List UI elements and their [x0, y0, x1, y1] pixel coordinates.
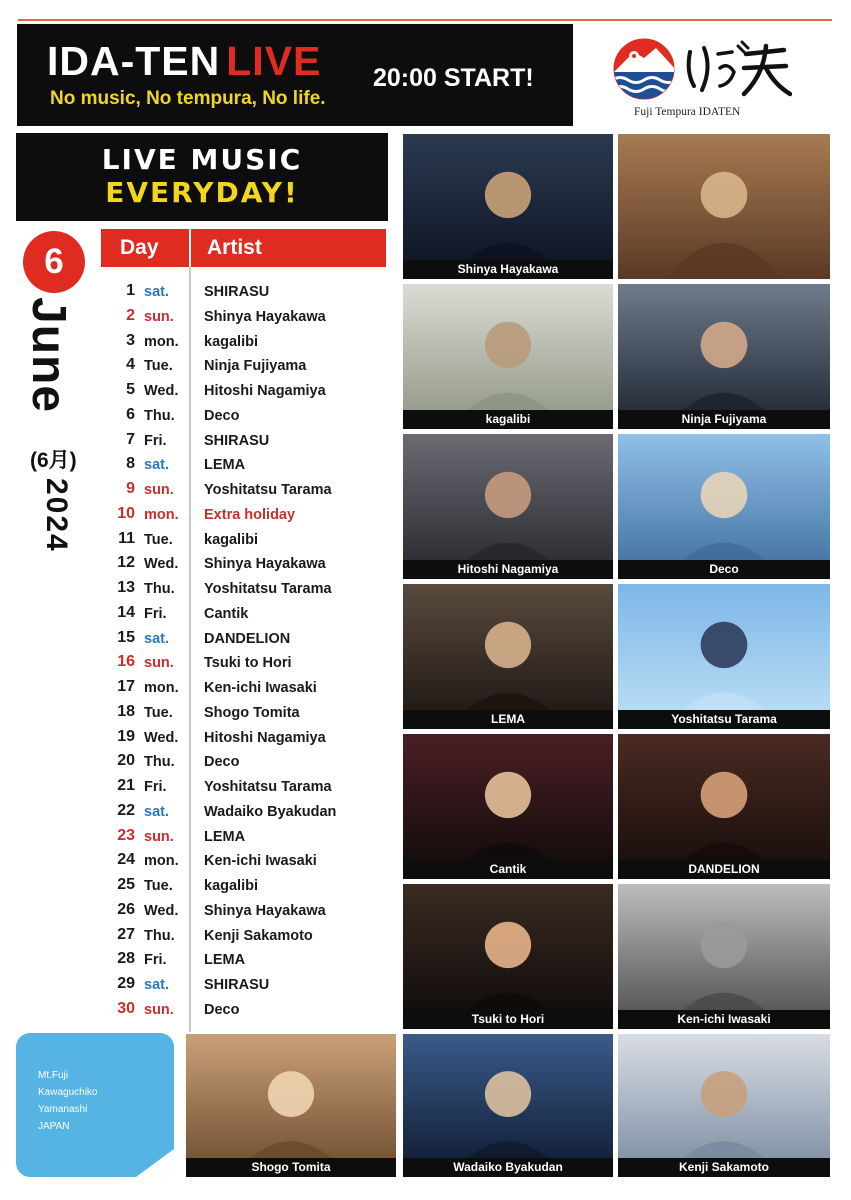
day-of-week: Thu.: [144, 754, 175, 771]
day-number: 12: [117, 554, 135, 572]
artist-name: Hitoshi Nagamiya: [204, 383, 326, 399]
photo-caption: Shogo Tomita: [186, 1158, 396, 1177]
schedule-row: [101, 726, 386, 751]
schedule-row: [101, 651, 386, 676]
day-of-week: Fri.: [144, 952, 167, 969]
artist-photo-image: [403, 434, 613, 579]
day-number: 18: [117, 702, 135, 720]
photo-caption: Cantik: [403, 860, 613, 879]
artist-photo: [403, 734, 613, 879]
artist-photo-image: [403, 1034, 613, 1177]
artist-photo: [403, 134, 613, 279]
schedule-row: [101, 899, 386, 924]
schedule-row: [101, 825, 386, 850]
artist-photo-image: [403, 134, 613, 279]
artist-name: SHIRASU: [204, 977, 270, 993]
day-of-week: sat.: [144, 803, 169, 820]
day-of-week: Wed.: [144, 902, 179, 919]
artist-photo: [618, 284, 830, 429]
artist-name: SHIRASU: [204, 284, 270, 300]
day-of-week: sun.: [144, 655, 174, 672]
artist-photo-image: [618, 284, 830, 429]
day-number: 20: [117, 752, 135, 770]
photo-caption: LEMA: [403, 710, 613, 729]
day-of-week: Wed.: [144, 383, 179, 399]
schedule-header: [101, 229, 386, 267]
artist-name: DANDELION: [204, 630, 291, 647]
day-number: 4: [126, 356, 135, 374]
day-number: 22: [117, 801, 135, 819]
location-line: JAPAN: [38, 1121, 70, 1132]
schedule-row: [101, 330, 386, 355]
artist-name: LEMA: [204, 828, 246, 845]
artist-photo-image: [186, 1034, 396, 1177]
month-japanese: (6月): [30, 449, 77, 472]
artist-name: Ken-ichi Iwasaki: [204, 853, 317, 870]
artist-name: Deco: [204, 754, 240, 771]
artist-photo: [618, 734, 830, 879]
day-of-week: sat.: [144, 284, 169, 300]
day-number: 5: [126, 381, 135, 398]
day-of-week: mon.: [144, 333, 179, 350]
header-day: Day: [120, 236, 159, 259]
day-number: 25: [117, 876, 135, 893]
artist-name: kagalibi: [204, 333, 258, 350]
day-of-week: Tue.: [144, 704, 173, 721]
header-divider: [189, 229, 191, 267]
artist-name: Yoshitatsu Tarama: [204, 581, 332, 597]
schedule-list: [101, 280, 386, 1023]
day-number: 28: [117, 950, 135, 968]
artist-photo: [403, 434, 613, 579]
day-of-week: Tue.: [144, 358, 173, 375]
artist-name: Ninja Fujiyama: [204, 358, 307, 375]
location-line: Yamanashi: [38, 1104, 88, 1115]
artist-name: LEMA: [204, 457, 246, 474]
day-of-week: sun.: [144, 308, 174, 325]
photo-caption: kagalibi: [403, 410, 613, 429]
day-of-week: Tue.: [144, 878, 173, 894]
schedule-row: [101, 528, 386, 553]
artist-photo-image: [618, 584, 830, 729]
artist-photo-image: [618, 884, 830, 1029]
day-of-week: sun.: [144, 482, 174, 498]
artist-photo: [186, 1034, 396, 1177]
artist-name: Deco: [204, 407, 240, 424]
day-of-week: Wed.: [144, 729, 179, 746]
artist-photo: [618, 434, 830, 579]
schedule-row: [101, 552, 386, 577]
schedule-row: [101, 750, 386, 775]
day-of-week: Thu.: [144, 407, 175, 424]
header-banner: [17, 24, 573, 126]
day-number: 2: [126, 306, 135, 324]
day-number: 16: [117, 653, 135, 671]
day-number: 29: [117, 975, 135, 992]
artist-name: Yoshitatsu Tarama: [204, 482, 332, 498]
day-number: 13: [117, 579, 135, 596]
restaurant-logo: [612, 38, 802, 122]
header-artist: Artist: [207, 236, 262, 259]
artist-photo: [618, 884, 830, 1029]
schedule-row: [101, 453, 386, 478]
live-music-headline: [16, 133, 388, 221]
artist-photo: [618, 134, 830, 279]
schedule-row: [101, 602, 386, 627]
day-number: 27: [117, 925, 135, 943]
schedule-row: [101, 701, 386, 726]
schedule-row: [101, 577, 386, 602]
day-number: 3: [126, 331, 135, 349]
title-main: IDA-TEN: [47, 38, 221, 84]
photo-caption: Ken-ichi Iwasaki: [618, 1010, 830, 1029]
artist-photo: [403, 584, 613, 729]
day-of-week: Thu.: [144, 927, 175, 944]
banner-title: [47, 38, 321, 85]
fuji-wave-logo-icon: [612, 38, 680, 102]
artist-photo-image: [403, 734, 613, 879]
schedule-row: [101, 849, 386, 874]
artist-name: Shinya Hayakawa: [204, 902, 326, 919]
artist-photo-image: [403, 584, 613, 729]
day-number: 26: [117, 900, 135, 918]
day-of-week: Fri.: [144, 779, 167, 795]
artist-photo: [618, 584, 830, 729]
day-number: 14: [117, 603, 135, 621]
day-of-week: sat.: [144, 630, 169, 647]
day-number: 17: [117, 678, 135, 695]
artist-photo: [403, 884, 613, 1029]
day-number: 15: [117, 628, 135, 646]
artist-name: kagalibi: [204, 531, 258, 548]
schedule-row: [101, 280, 386, 305]
day-of-week: Thu.: [144, 581, 175, 597]
top-rule: [18, 19, 832, 21]
photo-caption: Tsuki to Hori: [403, 1010, 613, 1029]
day-number: 11: [118, 529, 135, 547]
photo-caption: Deco: [618, 560, 830, 579]
title-accent: LIVE: [226, 38, 322, 84]
artist-name: Shinya Hayakawa: [204, 308, 326, 325]
artist-photo-image: [618, 734, 830, 879]
photo-caption: Kenji Sakamoto: [618, 1158, 830, 1177]
photo-caption: Yoshitatsu Tarama: [618, 710, 830, 729]
schedule-row: [101, 354, 386, 379]
day-of-week: Fri.: [144, 605, 167, 622]
artist-photo-image: [403, 284, 613, 429]
schedule-row: [101, 404, 386, 429]
photo-caption: Wadaiko Byakudan: [403, 1158, 613, 1177]
month-name: June: [22, 297, 75, 414]
artist-name: Shinya Hayakawa: [204, 556, 326, 573]
day-of-week: sat.: [144, 977, 169, 993]
month-number-badge: 6: [23, 231, 85, 293]
artist-name: LEMA: [204, 952, 246, 969]
schedule-row: [101, 478, 386, 503]
day-of-week: mon.: [144, 853, 179, 870]
artist-name: SHIRASU: [204, 432, 270, 449]
day-number: 21: [117, 777, 135, 794]
artist-name: Kenji Sakamoto: [204, 927, 313, 944]
artist-name: Yoshitatsu Tarama: [204, 779, 332, 795]
artist-name: Wadaiko Byakudan: [204, 803, 337, 820]
artist-name: Tsuki to Hori: [204, 655, 292, 672]
artist-photo: [618, 1034, 830, 1177]
artist-photo: [403, 1034, 613, 1177]
day-number: 23: [117, 826, 135, 844]
artist-name: Ken-ichi Iwasaki: [204, 680, 317, 696]
year-label: 2024: [40, 478, 73, 553]
location-card: [16, 1033, 174, 1177]
day-number: 24: [117, 851, 135, 869]
photo-caption: Hitoshi Nagamiya: [403, 560, 613, 579]
schedule-row: [101, 800, 386, 825]
day-number: 1: [126, 282, 135, 299]
photo-caption: DANDELION: [618, 860, 830, 879]
day-number: 8: [126, 455, 135, 473]
schedule-row: [101, 379, 386, 404]
artist-photo-image: [618, 434, 830, 579]
location-line: Kawaguchiko: [38, 1087, 98, 1098]
start-time: 20:00 START!: [373, 64, 534, 92]
schedule-row: [101, 924, 386, 949]
mountain-peak-shape: [136, 1149, 174, 1177]
day-of-week: sun.: [144, 828, 174, 845]
headline-line1: LIVE MUSIC: [101, 143, 303, 176]
artist-name: Deco: [204, 1001, 240, 1018]
day-number: 9: [126, 480, 135, 497]
schedule-row: [101, 627, 386, 652]
schedule-row: [101, 429, 386, 454]
logo-text: Fuji Tempura IDATEN: [634, 106, 741, 118]
location-text: [38, 1067, 97, 1135]
day-of-week: Wed.: [144, 556, 179, 573]
day-of-week: Tue.: [144, 531, 173, 548]
schedule-row: [101, 775, 386, 800]
banner-tagline: No music, No tempura, No life.: [50, 88, 326, 109]
artist-photo-image: [403, 884, 613, 1029]
day-of-week: sat.: [144, 457, 169, 474]
schedule-row: [101, 998, 386, 1023]
day-of-week: mon.: [144, 680, 179, 696]
artist-photo: [403, 284, 613, 429]
schedule-row: [101, 305, 386, 330]
artist-photo-image: [618, 134, 830, 279]
artist-photo-image: [618, 1034, 830, 1177]
location-line: Mt.Fuji: [38, 1070, 68, 1081]
artist-name: Shogo Tomita: [204, 704, 300, 721]
artist-name: Hitoshi Nagamiya: [204, 729, 326, 746]
logo-calligraphy: [682, 38, 792, 100]
schedule-row: [101, 874, 386, 899]
artist-name: Cantik: [204, 605, 249, 622]
schedule-row: [101, 676, 386, 701]
day-number: 6: [126, 405, 135, 423]
day-number: 10: [117, 504, 135, 522]
day-number: 19: [117, 727, 135, 745]
day-of-week: mon.: [144, 506, 179, 523]
schedule-row: [101, 973, 386, 998]
day-number: 30: [117, 999, 135, 1017]
photo-caption: Shinya Hayakawa: [403, 260, 613, 279]
day-of-week: sun.: [144, 1001, 174, 1018]
schedule-row: [101, 503, 386, 528]
photo-caption: Ninja Fujiyama: [618, 410, 830, 429]
schedule-row: [101, 948, 386, 973]
day-number: 7: [126, 430, 135, 448]
day-of-week: Fri.: [144, 432, 167, 449]
artist-name: kagalibi: [204, 878, 258, 894]
headline-line2: EVERYDAY!: [105, 176, 299, 209]
artist-name: Extra holiday: [204, 506, 296, 523]
